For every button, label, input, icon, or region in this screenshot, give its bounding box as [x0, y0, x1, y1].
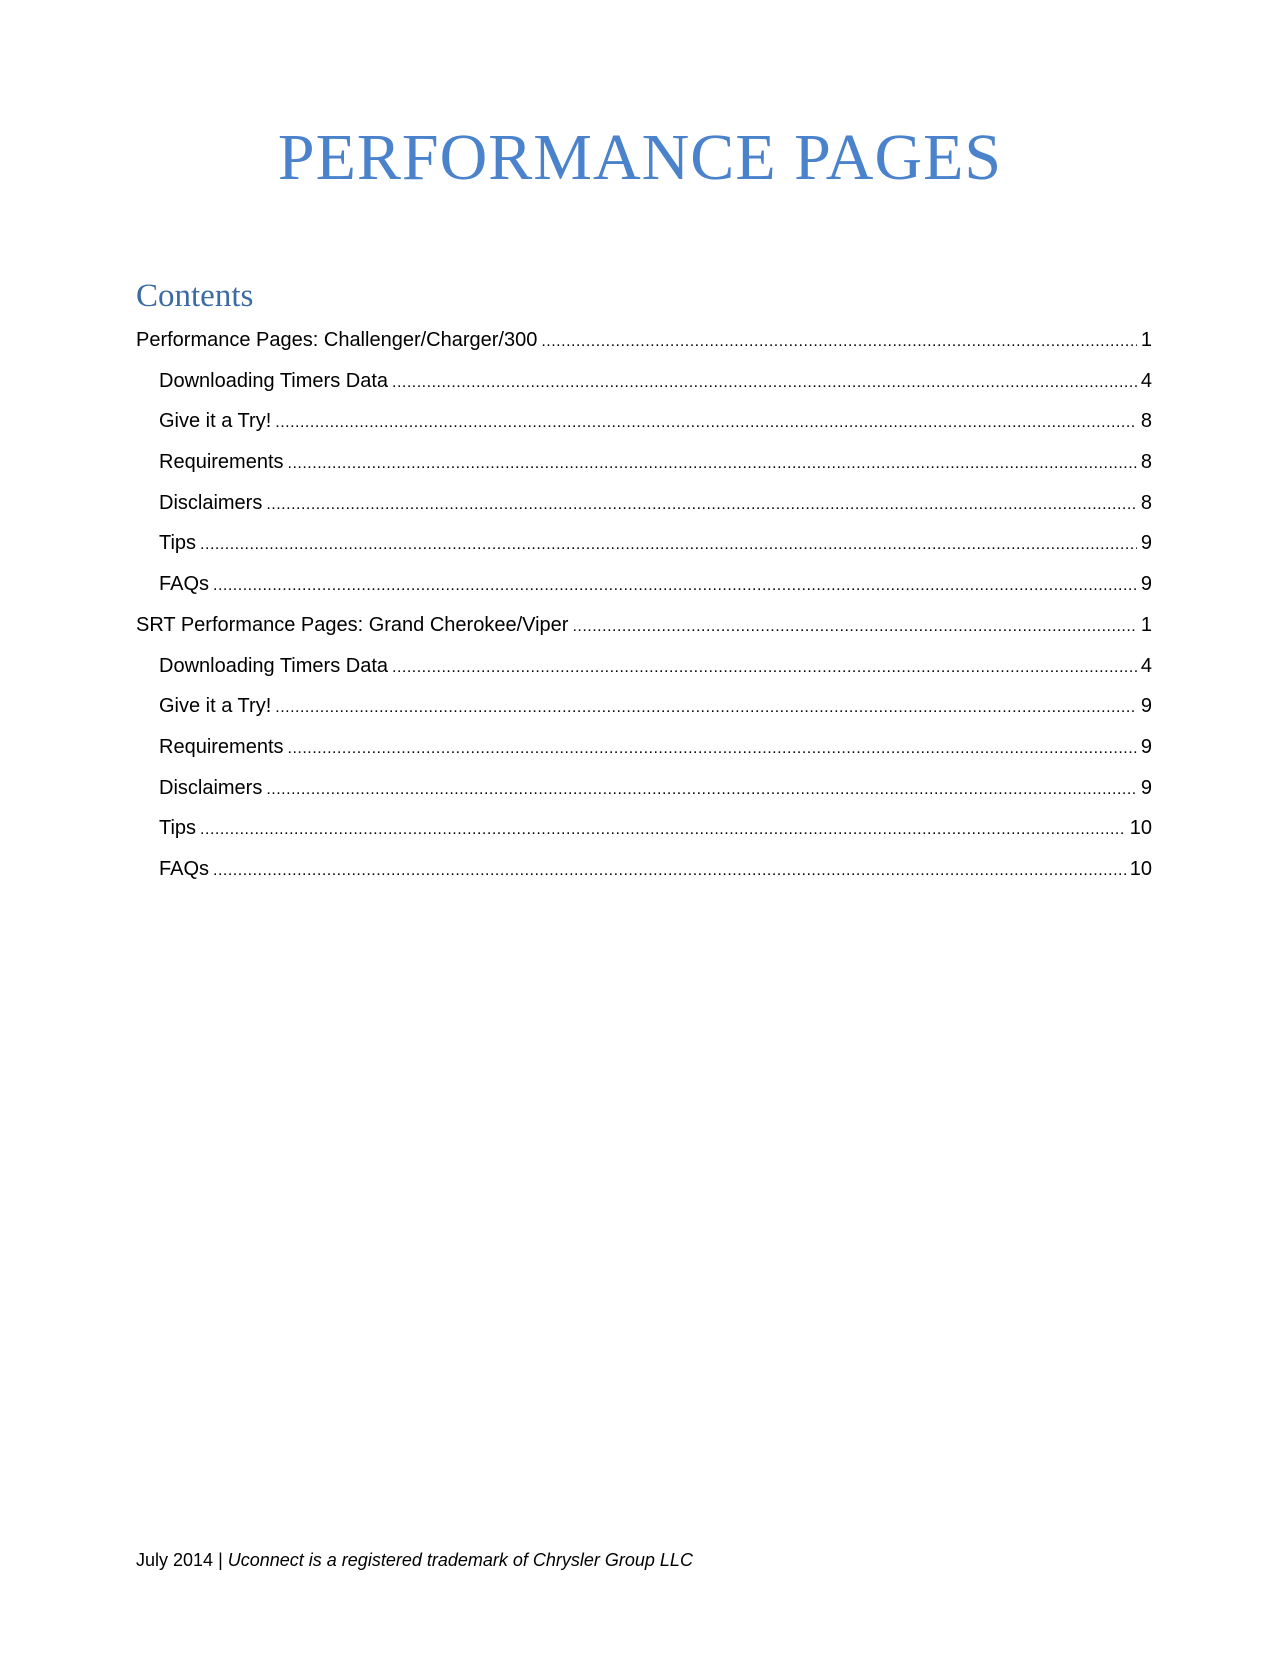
footer-date: July 2014 — [136, 1550, 214, 1570]
toc-entry-title: Give it a Try! — [159, 410, 272, 433]
toc-entry[interactable] — [136, 361, 1152, 402]
toc-page-number: 1 — [1140, 329, 1152, 351]
toc-dot-leader — [200, 810, 1126, 851]
toc-page-number: 8 — [1140, 451, 1152, 474]
toc-dot-leader — [275, 688, 1137, 729]
toc-entry[interactable] — [136, 605, 1152, 646]
toc-entry[interactable] — [136, 523, 1152, 564]
toc-dot-leader — [288, 729, 1137, 770]
footer-separator: | — [213, 1550, 228, 1570]
toc-entry-title: Performance Pages: Challenger/Charger/300 — [136, 329, 538, 351]
page-footer — [136, 1548, 693, 1572]
toc-entry[interactable] — [136, 564, 1152, 605]
toc-page-number: 8 — [1140, 410, 1152, 433]
toc-entry-title: SRT Performance Pages: Grand Cherokee/Viper — [136, 613, 569, 636]
toc-heading: Contents — [136, 278, 254, 314]
toc-dot-leader — [213, 566, 1137, 607]
toc-entry-title: Disclaimers — [159, 491, 263, 514]
toc-page-number: 9 — [1140, 776, 1152, 799]
toc-dot-leader — [541, 322, 1137, 363]
toc-entry[interactable] — [136, 768, 1152, 809]
table-of-contents — [136, 320, 1152, 890]
toc-page-number: 10 — [1129, 817, 1152, 840]
toc-dot-leader — [572, 607, 1136, 648]
toc-entry[interactable] — [136, 401, 1152, 442]
toc-entry[interactable] — [136, 442, 1152, 483]
toc-entry[interactable] — [136, 849, 1152, 890]
toc-dot-leader — [288, 444, 1137, 485]
toc-entry[interactable] — [136, 808, 1152, 849]
toc-entry-title: FAQs — [159, 573, 210, 596]
toc-dot-leader — [275, 403, 1137, 444]
toc-entry[interactable] — [136, 483, 1152, 524]
toc-page-number: 1 — [1140, 613, 1152, 636]
toc-dot-leader — [266, 485, 1137, 526]
toc-entry[interactable] — [136, 686, 1152, 727]
toc-entry-title: Tips — [159, 532, 197, 555]
toc-entry-title: Requirements — [159, 451, 284, 474]
toc-dot-leader — [266, 770, 1137, 811]
toc-entry[interactable] — [136, 320, 1152, 361]
toc-entry-title: Give it a Try! — [159, 695, 272, 718]
toc-page-number: 4 — [1140, 654, 1152, 677]
toc-page-number: 8 — [1140, 491, 1152, 514]
toc-entry[interactable] — [136, 727, 1152, 768]
toc-page-number: 9 — [1140, 573, 1152, 596]
toc-dot-leader — [213, 851, 1126, 892]
toc-dot-leader — [392, 363, 1137, 404]
toc-entry-title: Requirements — [159, 735, 284, 758]
toc-page-number: 4 — [1140, 369, 1152, 392]
page-title: PERFORMANCE PAGES — [277, 121, 1003, 194]
toc-entry[interactable] — [136, 646, 1152, 687]
toc-page-number: 9 — [1140, 532, 1152, 555]
toc-dot-leader — [392, 648, 1137, 689]
toc-entry-title: Downloading Timers Data — [159, 369, 388, 392]
toc-entry-title: FAQs — [159, 857, 210, 880]
toc-page-number: 9 — [1140, 735, 1152, 758]
footer-trademark: Uconnect is a registered trademark of Chrysler Group LLC — [227, 1550, 693, 1570]
toc-dot-leader — [200, 525, 1137, 566]
toc-entry-title: Tips — [159, 817, 197, 840]
toc-page-number: 10 — [1129, 857, 1152, 880]
toc-entry-title: Disclaimers — [159, 776, 263, 799]
toc-entry-title: Downloading Timers Data — [159, 654, 388, 677]
toc-page-number: 9 — [1140, 695, 1152, 718]
